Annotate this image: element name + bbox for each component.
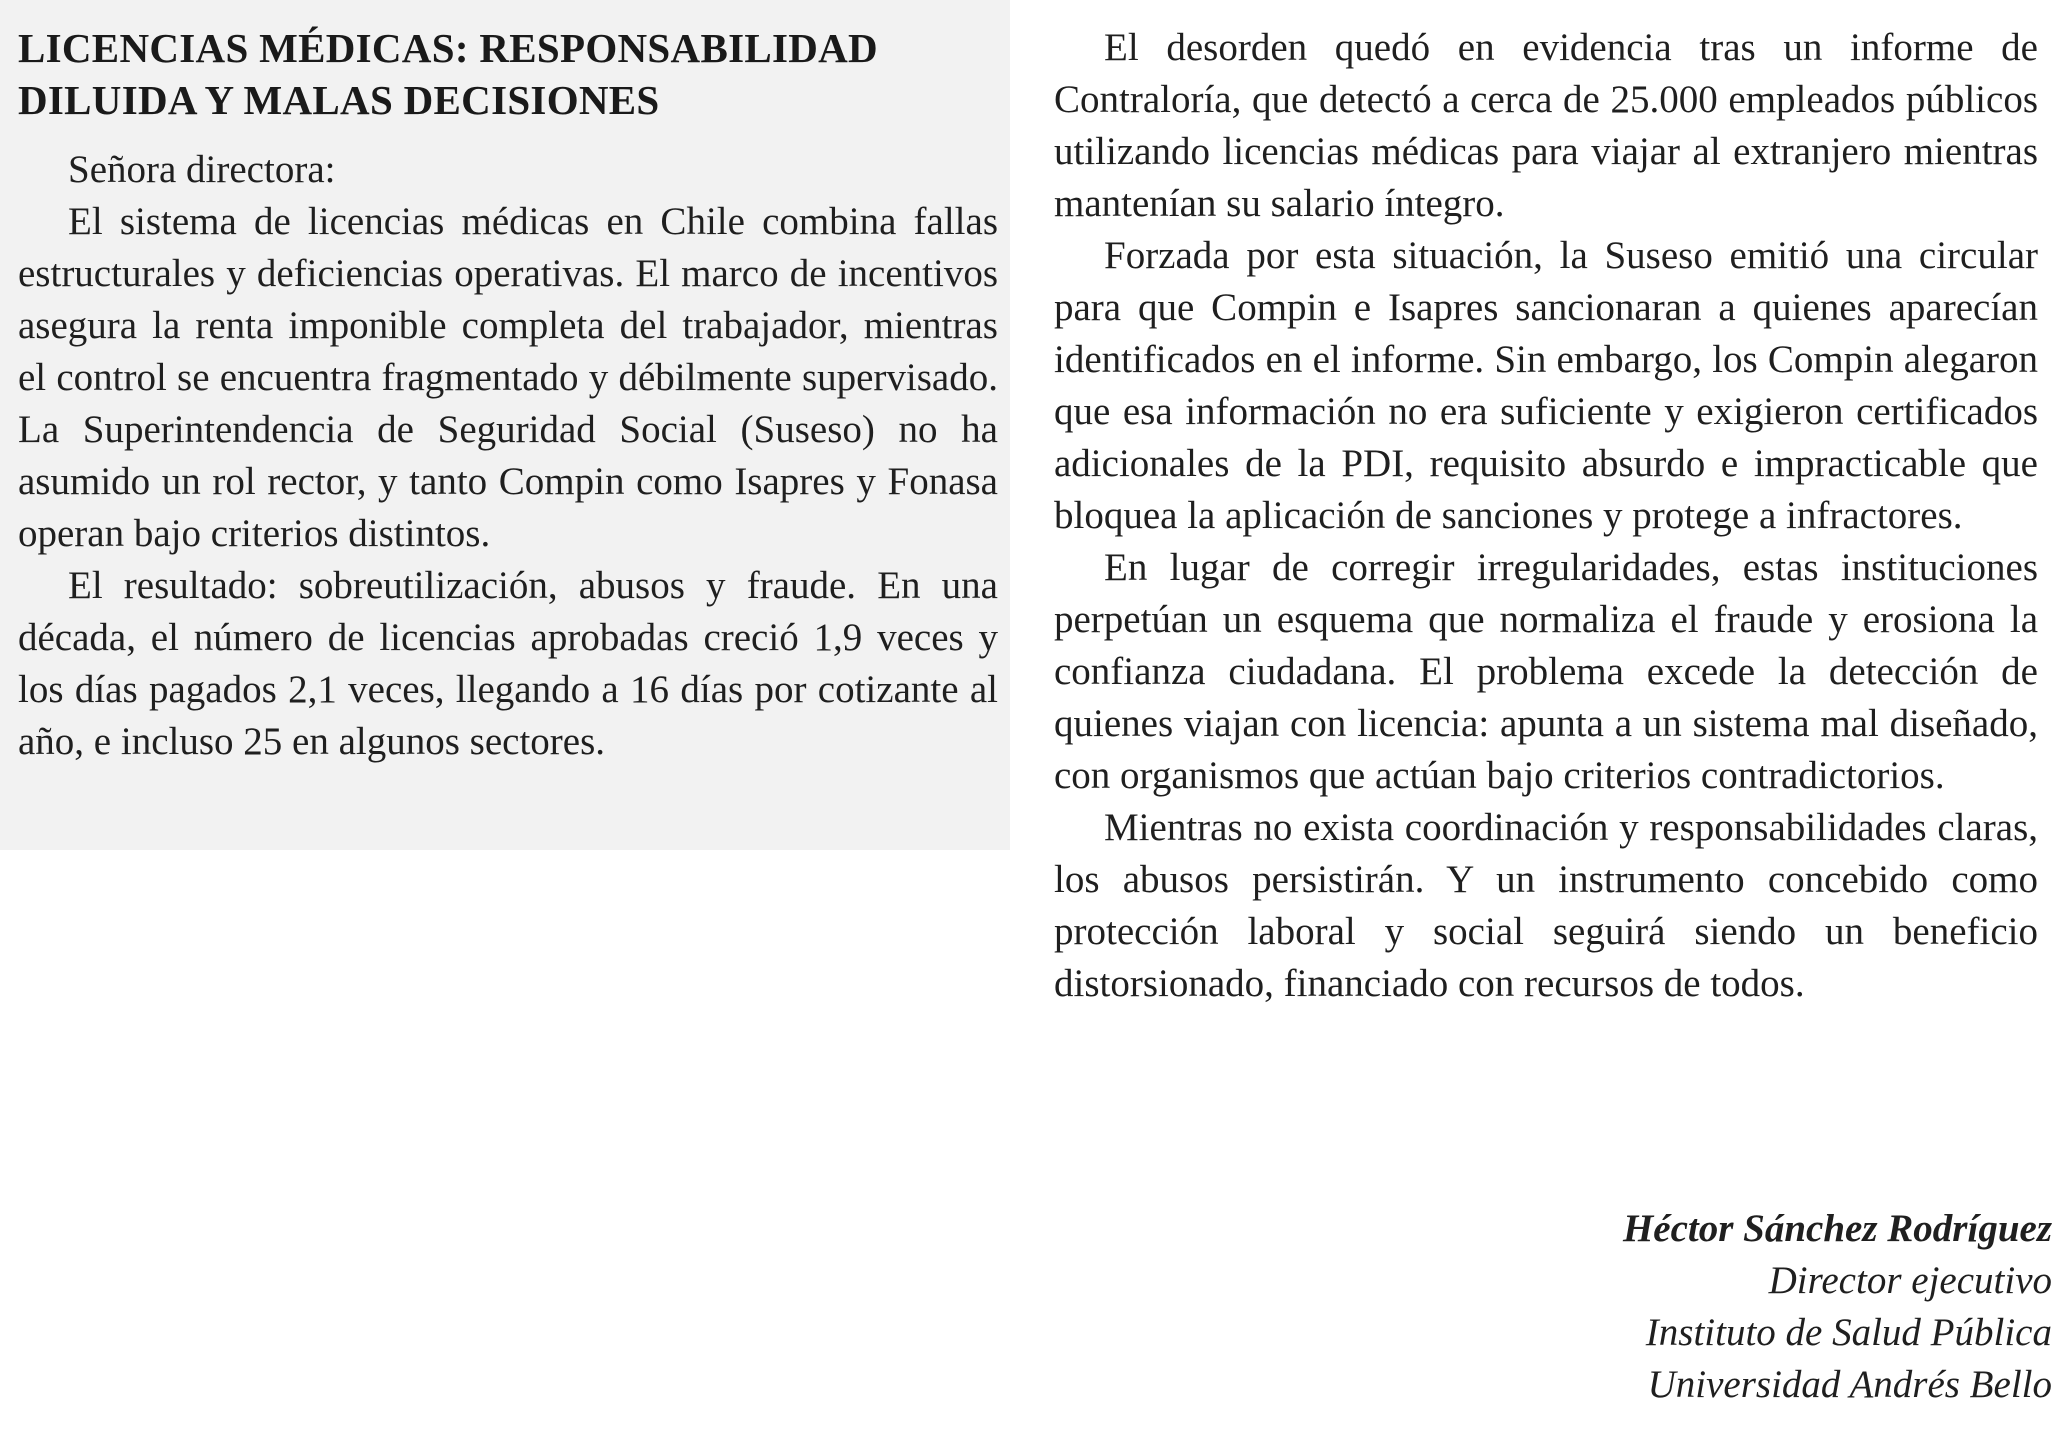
- right-body: [1054, 22, 2038, 1010]
- paragraph: En lugar de corregir irregularidades, estas instituciones perpetúan un esquema que normaliza el fraude y erosiona la confianza ciudadana. El problema excede la detección de quienes viajan con licencia: apunta a un sistema mal diseñado, con organismos que actúan bajo criterios contradictorios.: [1054, 546, 2038, 797]
- signature-university: Universidad Andrés Bello: [1647, 1363, 2052, 1406]
- left-body: [18, 144, 998, 768]
- paragraph: El desorden quedó en evidencia tras un informe de Contraloría, que detectó a cerca de 25.000 empleados públicos utilizando licencias médicas para viajar al extranjero mientras mantenían su salario íntegro.: [1054, 26, 2038, 225]
- paragraph: El resultado: sobreutilización, abusos y fraude. En una década, el número de licencias aprobadas creció 1,9 veces y los días pagados 2,1 veces, llegando a 16 días por cotizante al año, e incluso 25 en algunos sectores.: [18, 564, 998, 763]
- paragraph: El sistema de licencias médicas en Chile combina fallas estructurales y deficiencias operativas. El marco de incentivos asegura la renta imponible completa del trabajador, mientras el control se encuentra fragmentado y débilmente supervisado. La Superintendencia de Seguridad Social (Suseso) no ha asumido un rol rector, y tanto Compin como Isapres y Fonasa operan bajo criterios distintos.: [18, 200, 998, 555]
- paragraph: Forzada por esta situación, la Suseso emitió una circular para que Compin e Isapres sancionaran a quienes aparecían identificados en el informe. Sin embargo, los Compin alegaron que esa información no era suficiente y exigieron certificados adicionales de la PDI, requisito absurdo e impracticable que bloquea la aplicación de sanciones y protege a infractores.: [1054, 234, 2038, 537]
- headline: LICENCIAS MÉDICAS: RESPONSABILIDAD DILUIDA Y MALAS DECISIONES: [18, 25, 878, 123]
- signature-block: [1623, 1203, 2052, 1411]
- left-column: [0, 0, 1010, 850]
- signature-institution: Instituto de Salud Pública: [1645, 1311, 2052, 1354]
- signature-title: Director ejecutivo: [1768, 1259, 2052, 1302]
- paragraph: Mientras no exista coordinación y responsabilidades claras, los abusos persistirán. Y un instrumento concebido como protección laboral y social seguirá siendo un beneficio distorsionado, financiado con recursos de todos.: [1054, 806, 2038, 1005]
- salutation: Señora directora:: [68, 148, 336, 191]
- signature-name: Héctor Sánchez Rodríguez: [1622, 1207, 2052, 1250]
